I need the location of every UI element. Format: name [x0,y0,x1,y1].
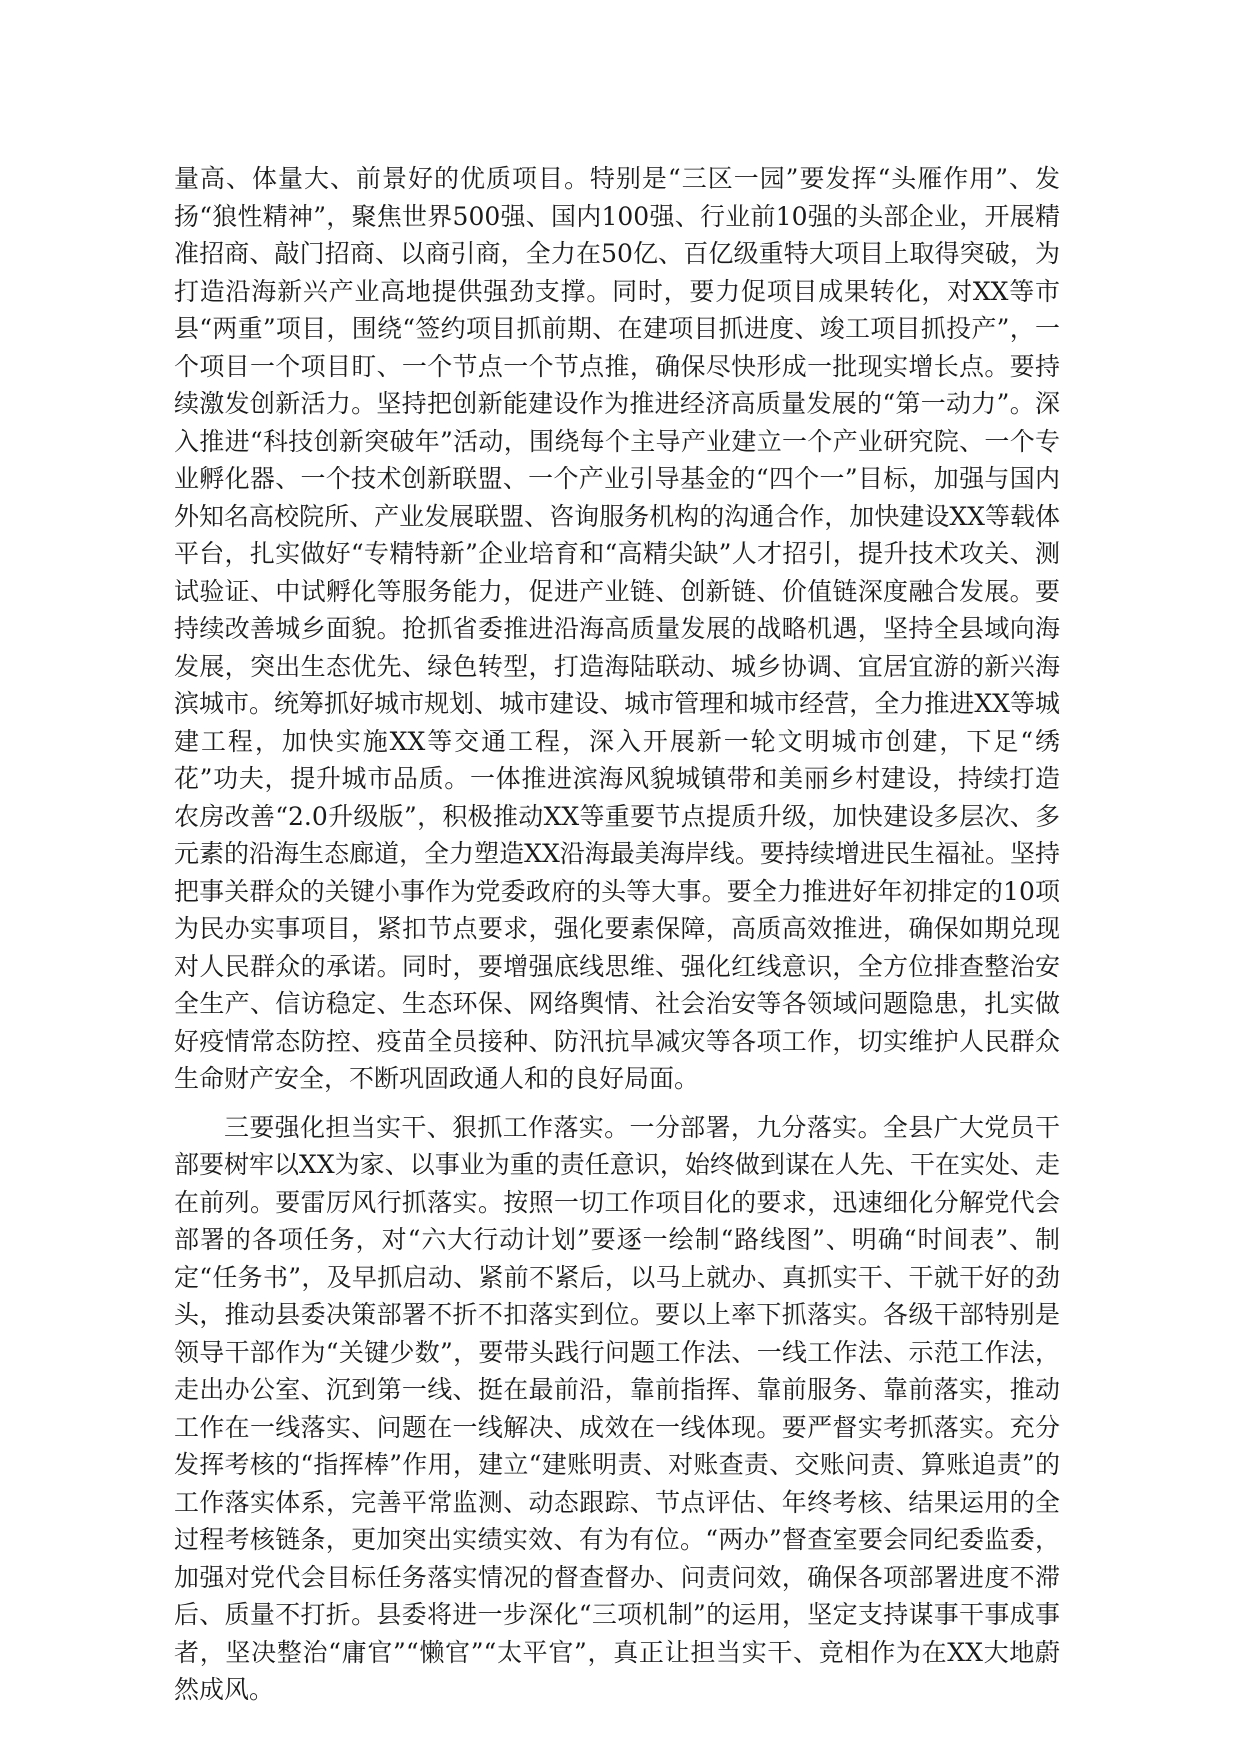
paragraph-continued: 量高、体量大、前景好的优质项目。特别是“三区一园”要发挥“头雁作用”、发扬“狼性精神”，聚焦世界500强、国内100强、行业前10强的头部企业，开展精准招商、敲门招商、以商引商，全力在50亿、百亿级重特大项目上取得突破，为打造沿海新兴产业高地提供强劲支撑。同时，要力促项目成果转化，对XX等市县“两重”项目，围绕“签约项目抓前期、在建项目抓进度、竣工项目抓投产”，一个项目一个项目盯、一个节点一个节点推，确保尽快形成一批现实增长点。要持续激发创新活力。坚持把创新能建设作为推进经济高质量发展的“第一动力”。深入推进“科技创新突破年”活动，围绕每个主导产业建立一个产业研究院、一个专业孵化器、一个技术创新联盟、一个产业引导基金的“四个一”目标，加强与国内外知名高校院所、产业发展联盟、咨询服务机构的沟通合作，加快建设XX等载体平台，扎实做好“专精特新”企业培育和“高精尖缺”人才招引，提升技术攻关、测试验证、中试孵化等服务能力，促进产业链、创新链、价值链深度融合发展。要持续改善城乡面貌。抢抓省委推进沿海高质量发展的战略机遇，坚持全县域向海发展，突出生态优先、绿色转型，打造海陆联动、城乡协调、宜居宜游的新兴海滨城市。统筹抓好城市规划、城市建设、城市管理和城市经营，全力推进XX等城建工程，加快实施XX等交通工程，深入开展新一轮文明城市创建，下足“绣花”功夫，提升城市品质。一体推进滨海风貌城镇带和美丽乡村建设，持续打造农房改善“2.0升级版”，积极推动XX等重要节点提质升级，加快建设多层次、多元素的沿海生态廊道，全力塑造XX沿海最美海岸线。要持续增进民生福祉。坚持把事关群众的关键小事作为党委政府的头等大事。要全力推进好年初排定的10项为民办实事项目，紧扣节点要求，强化要素保障，高质高效推进，确保如期兑现对人民群众的承诺。同时，要增强底线思维、强化红线意识，全方位排查整治安全生产、信访稳定、生态环保、网络舆情、社会治安等各领域问题隐患，扎实做好疫情常态防控、疫苗全员接种、防汛抗旱减灾等各项工作，切实维护人民群众生命财产安全，不断巩固政通人和的良好局面。 [174,164,1060,1093]
paragraph-section-three: 三要强化担当实干、狠抓工作落实。一分部署，九分落实。全县广大党员干部要树牢以XX为家、以事业为重的责任意识，始终做到谋在人先、干在实处、走在前列。要雷厉风行抓落实。按照一切工作项目化的要求，迅速细化分解党代会部署的各项任务，对“六大行动计划”要逐一绘制“路线图”、明确“时间表”、制定“任务书”，及早抓启动、紧前不紧后，以马上就办、真抓实干、干就干好的劲头，推动县委决策部署不折不扣落实到位。要以上率下抓落实。各级干部特别是领导干部作为“关键少数”，要带头践行问题工作法、一线工作法、示范工作法，走出办公室、沉到第一线、挺在最前沿，靠前指挥、靠前服务、靠前落实，推动工作在一线落实、问题在一线解决、成效在一线体现。要严督实考抓落实。充分发挥考核的“指挥棒”作用，建立“建账明责、对账查责、交账问责、算账追责”的工作落实体系，完善平常监测、动态跟踪、节点评估、年终考核、结果运用的全过程考核链条，更加突出实绩实效、有为有位。“两办”督查室要会同纪委监委，加强对党代会目标任务落实情况的督查督办、问责问效，确保各项部署进度不滞后、质量不打折。县委将进一步深化“三项机制”的运用，坚定支持谋事干事成事者，坚决整治“庸官”“懒官”“太平官”，真正让担当实干、竞相作为在XX大地蔚然成风。 [174,1112,1060,1704]
document-body [174,160,1060,1709]
